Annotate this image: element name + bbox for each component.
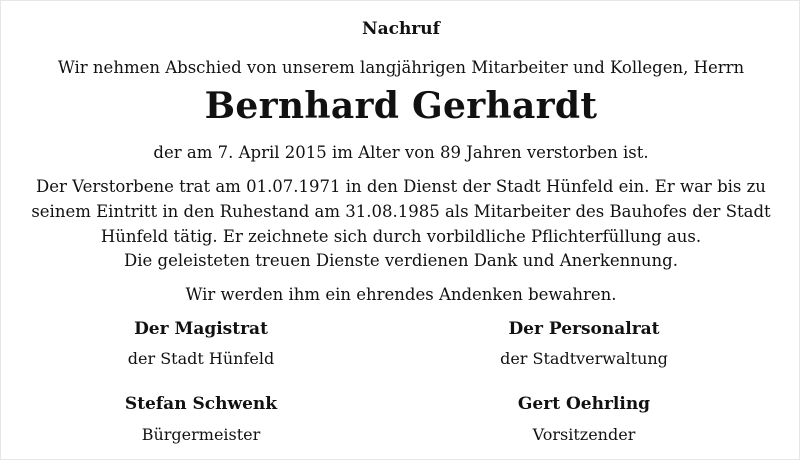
memory-text: Wir werden ihm ein ehrendes Andenken bewahren. xyxy=(185,285,617,304)
deceased-name: Bernhard Gerhardt xyxy=(204,85,598,127)
death-date-text: der am 7. April 2015 im Alter von 89 Jahren verstorben ist. xyxy=(153,143,649,162)
biography-line: Hünfeld tätig. Er zeichnete sich durch vorbildliche Pflichterfüllung aus. xyxy=(100,227,702,246)
signatory-person: Stefan Schwenk xyxy=(124,394,278,414)
thanks-text: Die geleisteten treuen Dienste verdienen Dank und Anerkennung. xyxy=(124,251,678,270)
signatory-org-sub: der Stadtverwaltung xyxy=(500,349,668,368)
signatory-role: Vorsitzender xyxy=(532,425,636,444)
signatory-person: Gert Oehrling xyxy=(517,394,651,414)
signatory-org: Der Magistrat xyxy=(134,319,268,339)
biography-paragraph xyxy=(31,174,771,249)
signatory-org-sub: der Stadt Hünfeld xyxy=(127,349,275,368)
biography-line: Der Verstorbene trat am 01.07.1971 in den Dienst der Stadt Hünfeld ein. Er war bis zu xyxy=(36,177,766,196)
biography-line: seinem Eintritt in den Ruhestand am 31.08.1985 als Mitarbeiter des Bauhofes der Stadt xyxy=(31,202,771,221)
intro-text: Wir nehmen Abschied von unserem langjährigen Mitarbeiter und Kollegen, Herrn xyxy=(57,58,745,77)
signatory-org: Der Personalrat xyxy=(508,319,660,339)
notice-heading: Nachruf xyxy=(362,19,440,39)
signatory-role: Bürgermeister xyxy=(141,425,261,444)
